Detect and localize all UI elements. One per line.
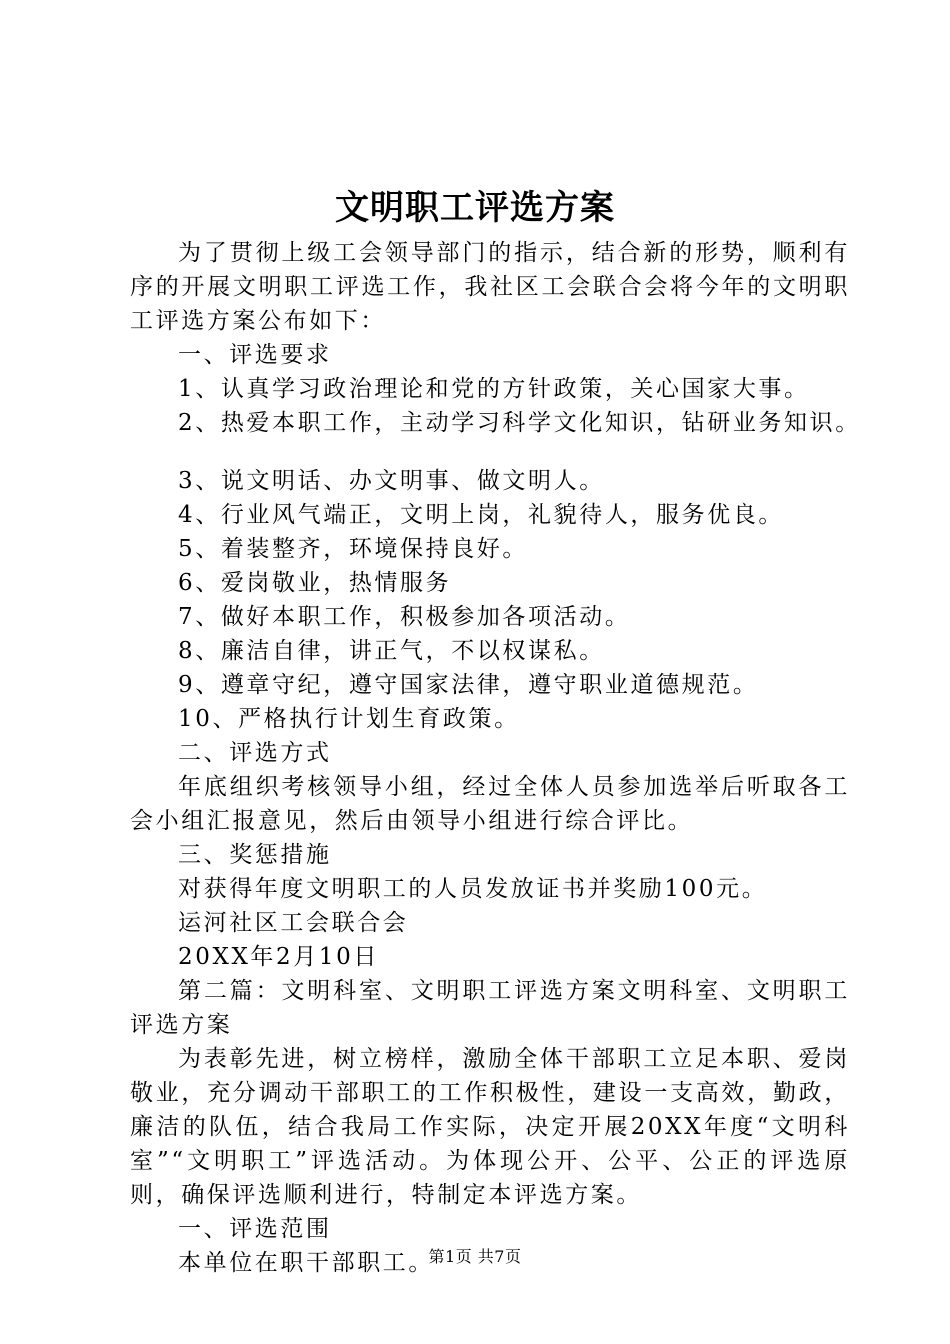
requirement-item: 4、行业风气端正，文明上岗，礼貌待人，服务优良。 <box>178 502 785 528</box>
blank-line <box>130 440 850 464</box>
requirement-item: 5、着装整齐，环境保持良好。 <box>178 536 529 562</box>
requirement-item: 8、廉洁自律，讲正气，不以权谋私。 <box>178 638 605 664</box>
rewards-paragraph: 对获得年度文明职工的人员发放证书并奖励100元。 <box>178 876 768 902</box>
signature-organization: 运河社区工会联合会 <box>178 910 409 936</box>
part2-title: 第二篇：文明科室、文明职工评选方案文明科室、文明职工评选方案 <box>130 978 850 1038</box>
requirement-item: 9、遵章守纪，遵守国家法律，遵守职业道德规范。 <box>178 672 759 698</box>
requirement-item: 7、做好本职工作，积极参加各项活动。 <box>178 604 631 630</box>
requirement-item: 10、严格执行计划生育政策。 <box>178 706 520 732</box>
part2-section-heading-scope: 一、评选范围 <box>178 1216 332 1242</box>
method-paragraph: 年底组织考核领导小组，经过全体人员参加选举后听取各工会小组汇报意见，然后由领导小组进行综合评比。 <box>130 774 850 834</box>
section-heading-method: 二、评选方式 <box>178 740 332 766</box>
part2-scope-paragraph: 本单位在职干部职工。 <box>178 1250 434 1276</box>
signature-date: 20XX年2月10日 <box>178 944 379 970</box>
requirement-item: 3、说文明话、办文明事、做文明人。 <box>178 468 605 494</box>
section-heading-rewards: 三、奖惩措施 <box>178 842 332 868</box>
requirement-item: 1、认真学习政治理论和党的方针政策，关心国家大事。 <box>178 376 810 402</box>
requirement-item: 2、热爱本职工作，主动学习科学文化知识，钻研业务知识。 <box>178 410 861 436</box>
section-heading-requirements: 一、评选要求 <box>178 342 332 368</box>
part2-intro-paragraph: 为表彰先进，树立榜样，激励全体干部职工立足本职、爱岗敬业，充分调动干部职工的工作积极性，建设一支高效，勤政，廉洁的队伍，结合我局工作实际，决定开展20XX年度“文明科室”“文明职工”评选活动。为体现公开、公平、公正的评选原则，确保评选顺利进行，特制定本评选方案。 <box>130 1046 850 1208</box>
requirement-item: 6、爱岗敬业，热情服务 <box>178 570 452 596</box>
document-title: 文明职工评选方案 <box>335 188 615 228</box>
intro-paragraph: 为了贯彻上级工会领导部门的指示，结合新的形势，顺利有序的开展文明职工评选工作，我社区工会联合会将今年的文明职工评选方案公布如下： <box>130 240 850 334</box>
page-number-footer: 第1页 共7页 <box>428 1247 522 1266</box>
document-body <box>130 236 861 1280</box>
